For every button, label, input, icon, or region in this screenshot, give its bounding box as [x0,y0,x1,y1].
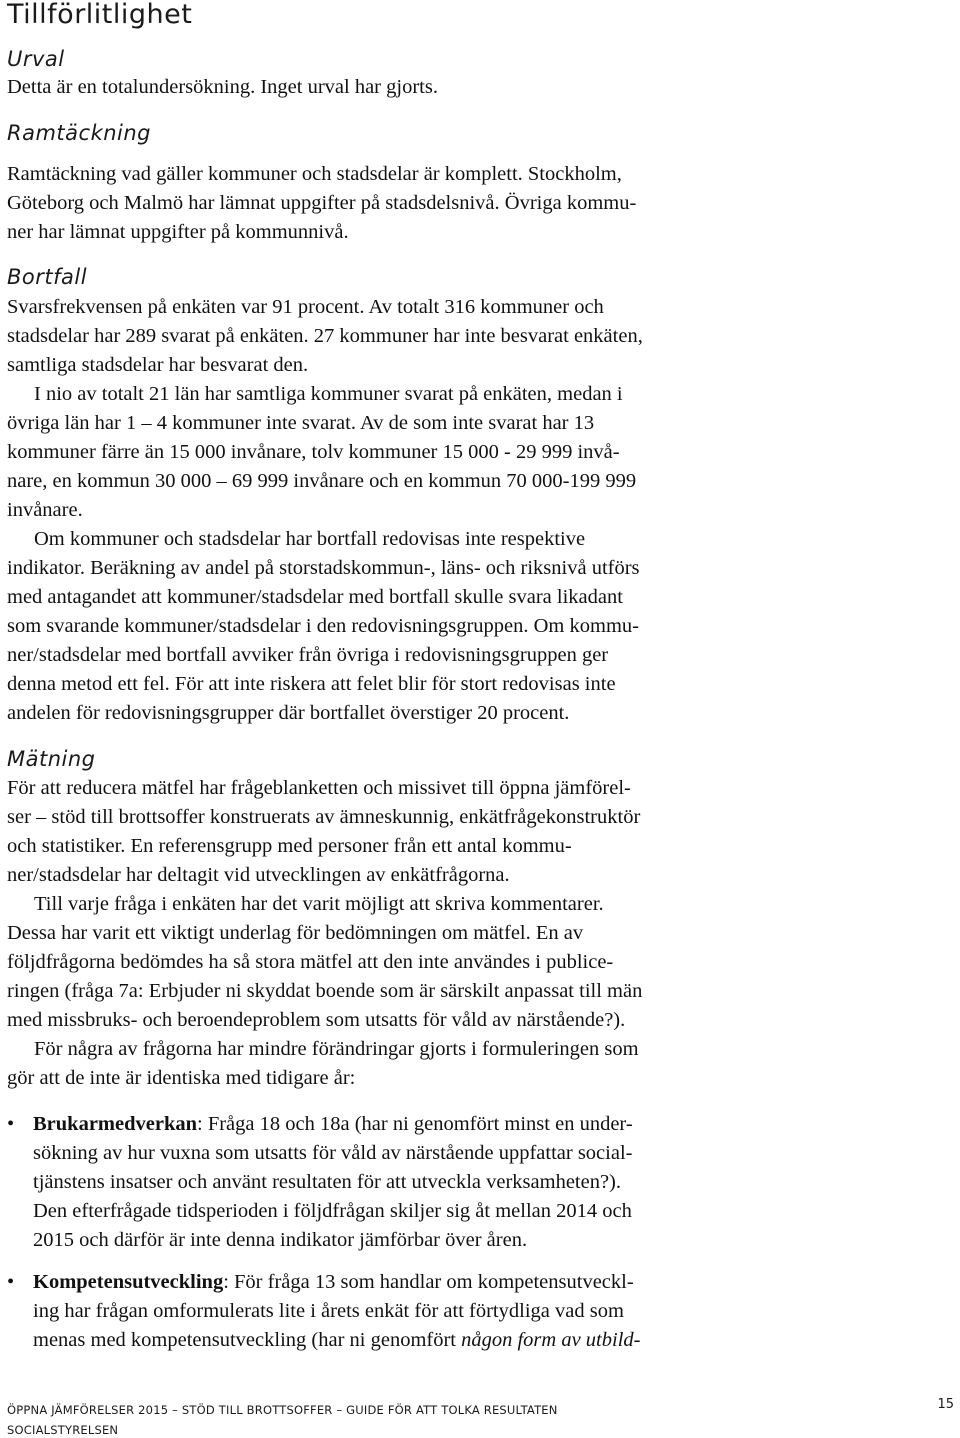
text-line: För några av frågorna har mindre förändringar gjorts i formuleringen som [34,1038,639,1060]
bullet-term: Brukarmedverkan [33,1113,197,1135]
text-line: ringen (fråga 7a: Erbjuder ni skyddat boende som är särskilt anpassat till män [7,980,643,1002]
text-line: denna metod ett fel. För att inte riskera att felet blir för stort redovisas inte [7,673,616,695]
text-line [33,1326,958,1355]
bullet-term: Kompetensutveckling [33,1271,224,1293]
text-line: sökning av hur vuxna som utsatts för våld av närstående uppfattar social- [33,1142,633,1164]
page-number: 15 [937,1397,954,1412]
heading-ramtackning: Ramtäckning [7,121,152,145]
text-line: med missbruks- och beroendeproblem som utsatts för våld av närstående?). [7,1009,626,1031]
text-line: 2015 och därför är inte denna indikator jämförbar över åren. [33,1229,528,1251]
text-line: andelen för redovisningsgrupper där bortfallet överstiger 20 procent. [7,702,570,724]
text-line: gör att de inte är identiska med tidigare år: [7,1067,356,1089]
text-line: Detta är en totalundersökning. Inget urval har gjorts. [7,76,438,98]
text-line: invånare. [7,499,83,521]
heading-matning: Mätning [7,747,96,771]
text-line: övriga län har 1 – 4 kommuner inte svarat. Av de som inte svarat har 13 [7,412,595,434]
heading-bortfall: Bortfall [7,265,88,289]
text-line: med antagandet att kommuner/stadsdelar med bortfall skulle svara likadant [7,586,623,608]
text-line: Svarsfrekvensen på enkäten var 91 procent. Av totalt 316 kommuner och [7,296,604,318]
bullet-item-kompetensutveckling [33,1268,958,1355]
text-line: som svarande kommuner/stadsdelar i den redovisningsgruppen. Om kommu- [7,615,639,637]
text-line: ner/stadsdelar har deltagit vid utvecklingen av enkätfrågorna. [7,864,510,886]
urval-paragraph [7,73,952,102]
text-line: ner har lämnat uppgifter på kommunnivå. [7,221,349,243]
text-line: Ramtäckning vad gäller kommuner och stadsdelar är komplett. Stockholm, [7,163,622,185]
text-line: Göteborg och Malmö har lämnat uppgifter på stadsdelsnivå. Övriga kommu- [7,192,637,214]
ramtackning-paragraph [7,160,952,247]
footer-publisher: SOCIALSTYRELSEN [7,1423,119,1437]
text-line: I nio av totalt 21 län har samtliga kommuner svarat på enkäten, medan i [34,383,623,405]
bortfall-section [7,293,952,728]
text-line: följdfrågorna bedömdes ha så stora mätfel att den inte användes i publice- [7,951,614,973]
heading-urval: Urval [7,47,65,71]
bullet-item-brukarmedverkan [33,1110,958,1255]
text-line: nare, en kommun 30 000 – 69 999 invånare och en kommun 70 000-199 999 [7,470,637,492]
text-line [33,1268,958,1297]
page-title: Tillförlitlighet [7,0,193,30]
bullet-icon: • [7,1113,15,1135]
bullet-icon: • [7,1271,15,1293]
text-line: För att reducera mätfel har frågeblanketten och missivet till öppna jämförel- [7,777,631,799]
bullet-text: : För fråga 13 som handlar om kompetensutveckl- [223,1271,634,1293]
text-line: ner/stadsdelar med bortfall avviker från övriga i redovisningsgruppen ger [7,644,609,666]
footer-publication: ÖPPNA JÄMFÖRELSER 2015 – STÖD TILL BROTTSOFFER – GUIDE FÖR ATT TOLKA RESULTATEN [7,1403,558,1417]
text-line: Om kommuner och stadsdelar har bortfall redovisas inte respektive [34,528,586,550]
bullet-text: : Fråga 18 och 18a (har ni genomfört minst en under- [197,1113,633,1135]
text-line: Dessa har varit ett viktigt underlag för bedömningen om mätfel. En av [7,922,584,944]
text-line: och statistiker. En referensgrupp med personer från ett antal kommu- [7,835,572,857]
bullet-text: menas med kompetensutveckling (har ni genomfört [33,1329,462,1351]
text-line: stadsdelar har 289 svarat på enkäten. 27 kommuner har inte besvarat enkäten, [7,325,643,347]
text-line [33,1110,958,1139]
bullet-text-italic: någon form av utbild- [461,1329,641,1351]
text-line: indikator. Beräkning av andel på storstadskommun-, läns- och riksnivå utförs [7,557,640,579]
text-line: ser – stöd till brottsoffer konstruerats av ämneskunnig, enkätfrågekonstruktör [7,806,641,828]
text-line: kommuner färre än 15 000 invånare, tolv kommuner 15 000 - 29 999 invå- [7,441,620,463]
text-line: samtliga stadsdelar har besvarat den. [7,354,309,376]
text-line: tjänstens insatser och använt resultaten för att utveckla verksamheten?). [33,1171,622,1193]
text-line: ing har frågan omformulerats lite i årets enkät för att förtydliga vad som [33,1300,624,1322]
text-line: Den efterfrågade tidsperioden i följdfrågan skiljer sig åt mellan 2014 och [33,1200,632,1222]
text-line: Till varje fråga i enkäten har det varit möjligt att skriva kommentarer. [34,893,604,915]
matning-section [7,774,952,1093]
